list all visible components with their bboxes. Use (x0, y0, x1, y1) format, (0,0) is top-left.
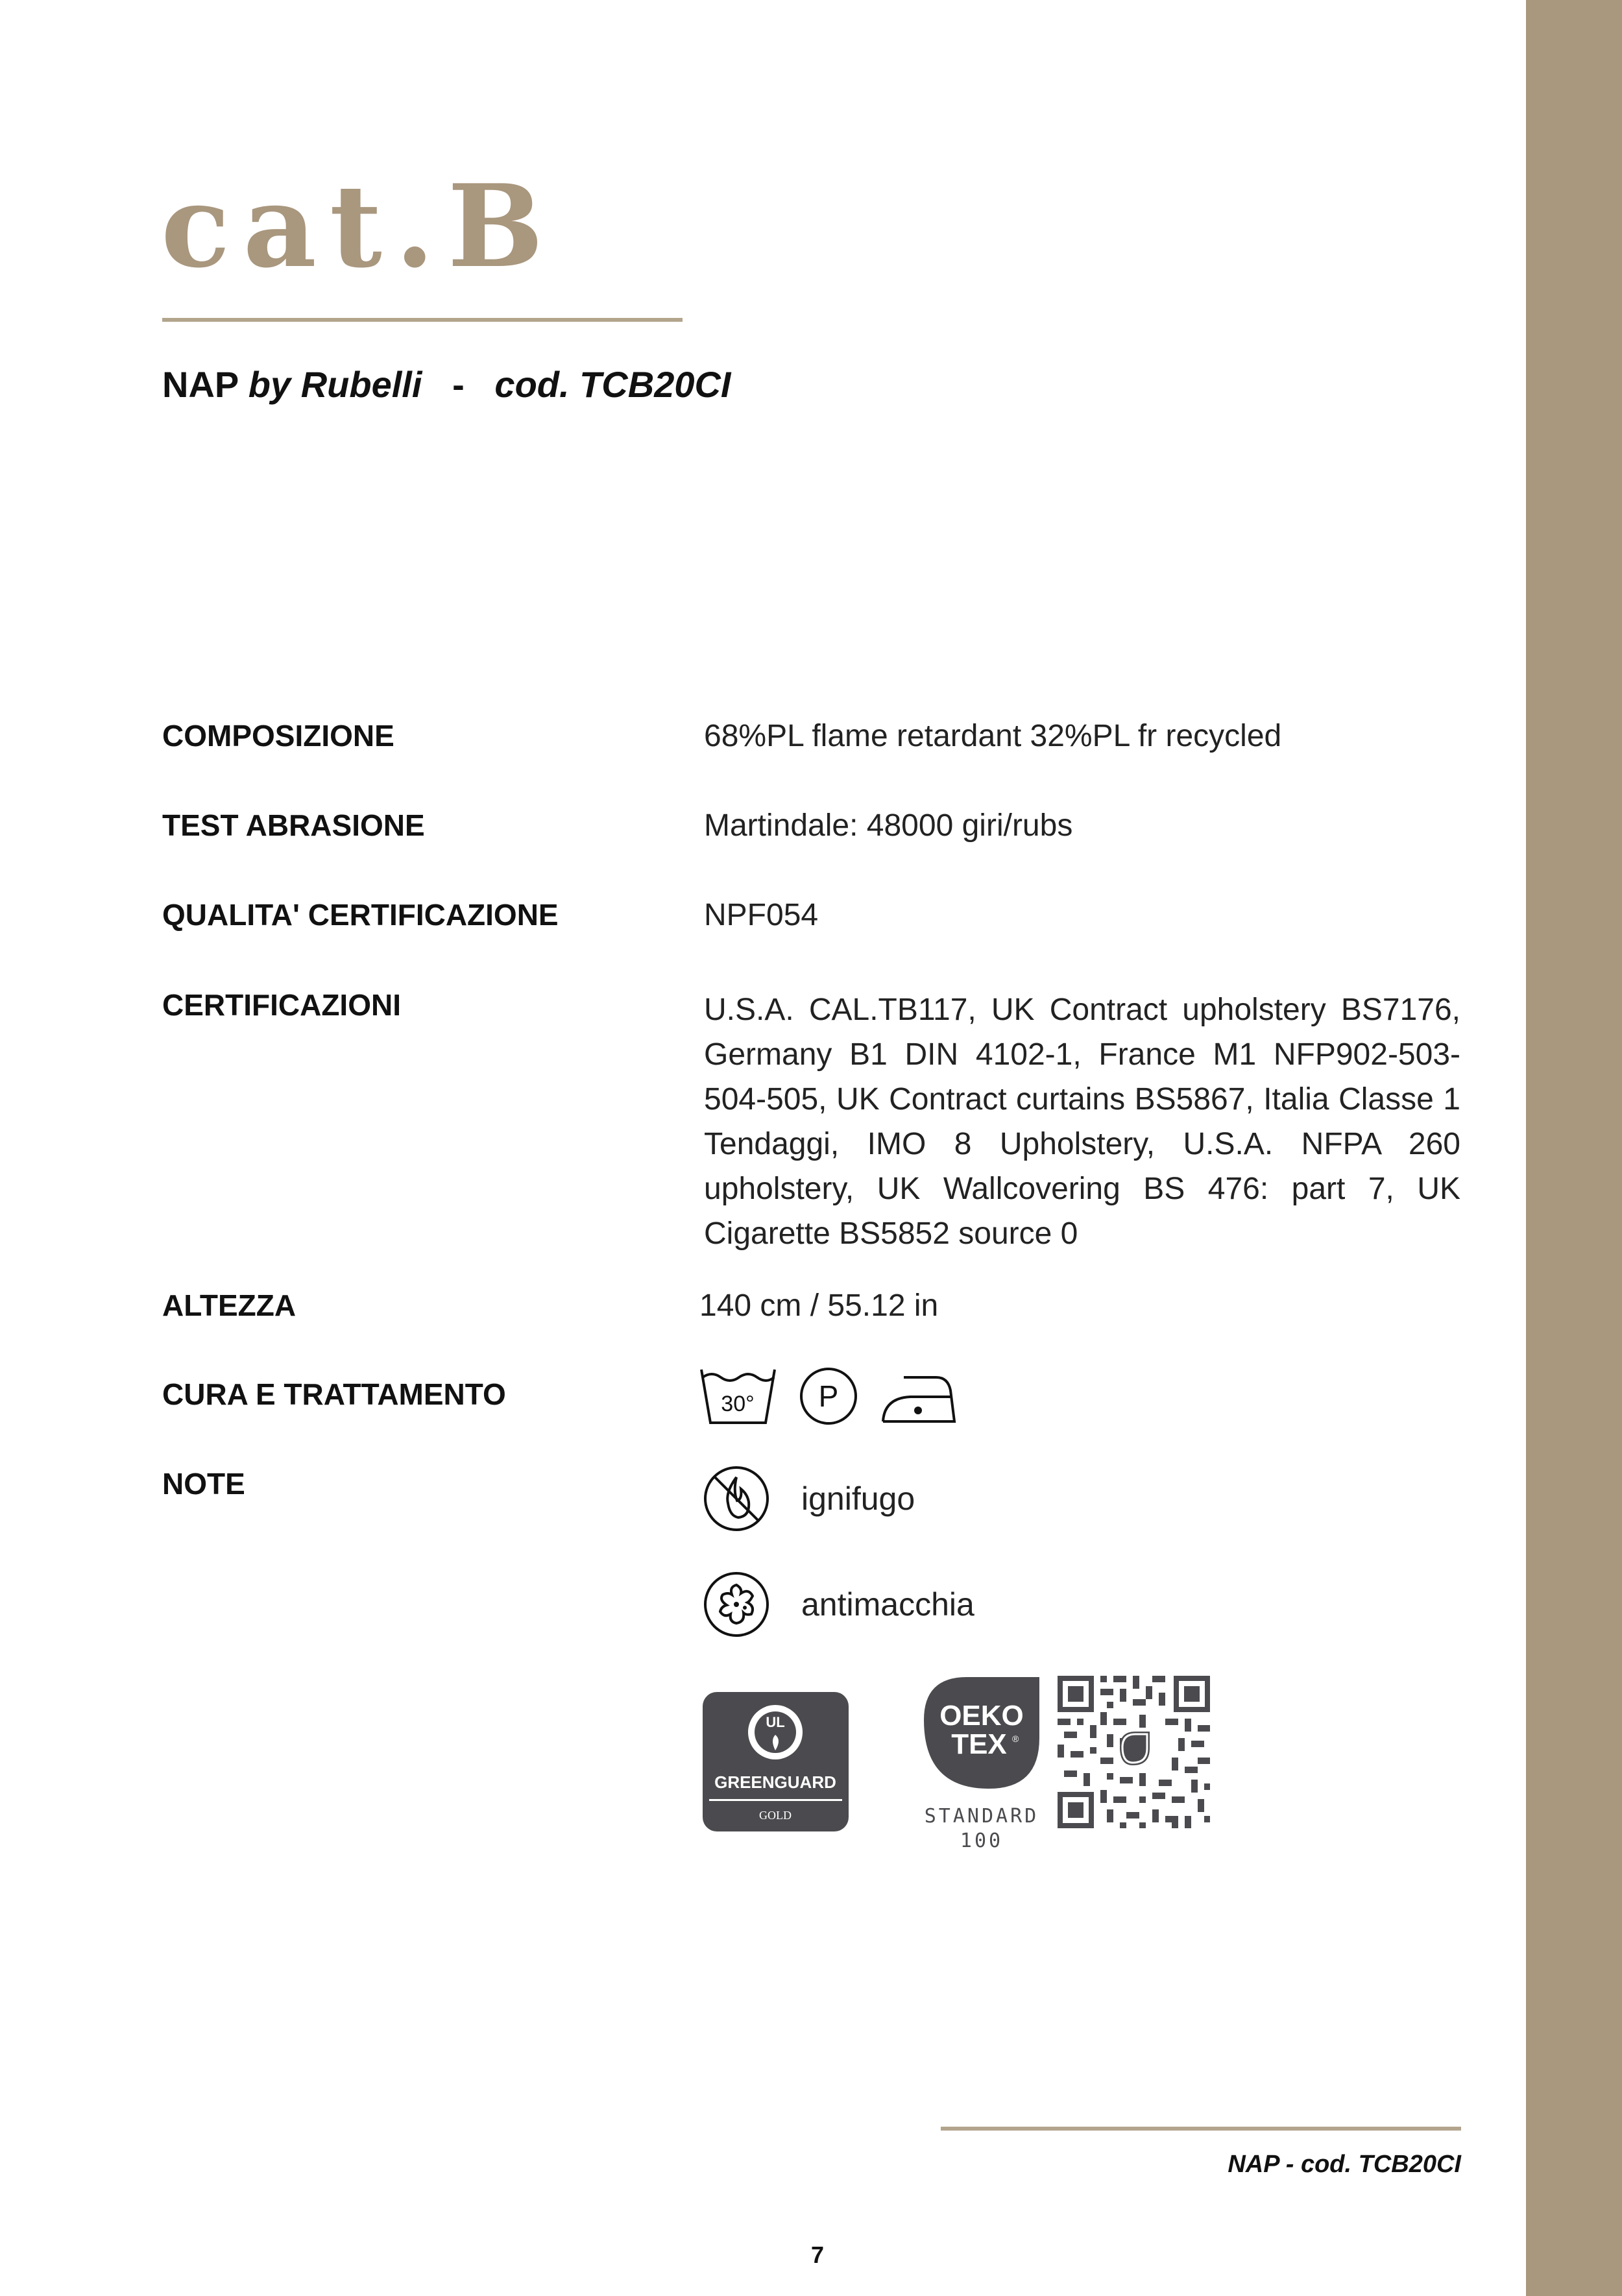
abrasion-label: TEST ABRASIONE (162, 808, 425, 842)
page-number: 7 (810, 2242, 825, 2268)
wash-30-icon (697, 1366, 779, 1427)
greenguard-text: GREENGUARD (714, 1772, 836, 1792)
height-label: ALTEZZA (162, 1288, 297, 1322)
certifications-value: U.S.A. CAL.TB117, UK Contract upholstery BS7176, Germany B1 DIN 4102-1, France M1 NFP902-503-504-505, UK Contract curtains BS5867, Italia Classe 1 Tendaggi, IMO 8 Upholstery, U.S.A. NFPA 260 upholstery, UK Wallcovering BS 476: part 7, UK Cigarette BS5852 source 0 (704, 993, 1460, 1251)
dry-clean-p-icon (798, 1366, 860, 1427)
footer-product-code: NAP - cod. TCB20CI (1228, 2151, 1461, 2178)
product-name: NAP (162, 364, 239, 405)
dry-clean-letter: P (818, 1379, 839, 1413)
title-divider (162, 318, 683, 322)
product-heading (162, 363, 731, 405)
quality-label: QUALITA' CERTIFICAZIONE (162, 898, 559, 932)
category-title: cat.B (161, 160, 557, 293)
iron-low-icon (878, 1371, 959, 1426)
product-brand: by Rubelli (248, 364, 422, 405)
stain-resistant-icon (701, 1569, 772, 1640)
care-label: CURA E TRATTAMENTO (162, 1377, 506, 1411)
height-value: 140 cm / 55.12 in (699, 1288, 939, 1323)
quality-value: NPF054 (704, 898, 819, 932)
footer-divider (941, 2127, 1461, 2131)
oeko-tex-badge (915, 1671, 1054, 1855)
note-label-antimacchia: antimacchia (801, 1586, 974, 1623)
abrasion-value: Martindale: 48000 giri/rubs (704, 808, 1073, 843)
certifications-label: CERTIFICAZIONI (162, 988, 401, 1022)
notes-label: NOTE (162, 1467, 245, 1501)
side-accent-band (1526, 0, 1622, 2296)
oeko-line1: OEKO (939, 1700, 1024, 1732)
oeko-line2: TEX (951, 1728, 1007, 1760)
heading-separator: - (452, 364, 465, 405)
greenguard-gold-badge (703, 1692, 849, 1831)
ul-mark: UL (766, 1714, 785, 1730)
flame-retardant-icon (701, 1463, 772, 1534)
qr-code (1058, 1676, 1210, 1828)
oeko-standard-label: STANDARD (924, 1805, 1039, 1828)
product-code: cod. TCB20CI (494, 364, 731, 405)
composition-value: 68%PL flame retardant 32%PL fr recycled (704, 719, 1282, 753)
note-label-ignifugo: ignifugo (801, 1480, 915, 1517)
oeko-standard-number: 100 (960, 1830, 1004, 1852)
greenguard-level: GOLD (759, 1809, 792, 1822)
wash-temp-label: 30° (721, 1392, 755, 1416)
composition-label: COMPOSIZIONE (162, 719, 394, 753)
oeko-registered-mark: ® (1012, 1734, 1019, 1744)
